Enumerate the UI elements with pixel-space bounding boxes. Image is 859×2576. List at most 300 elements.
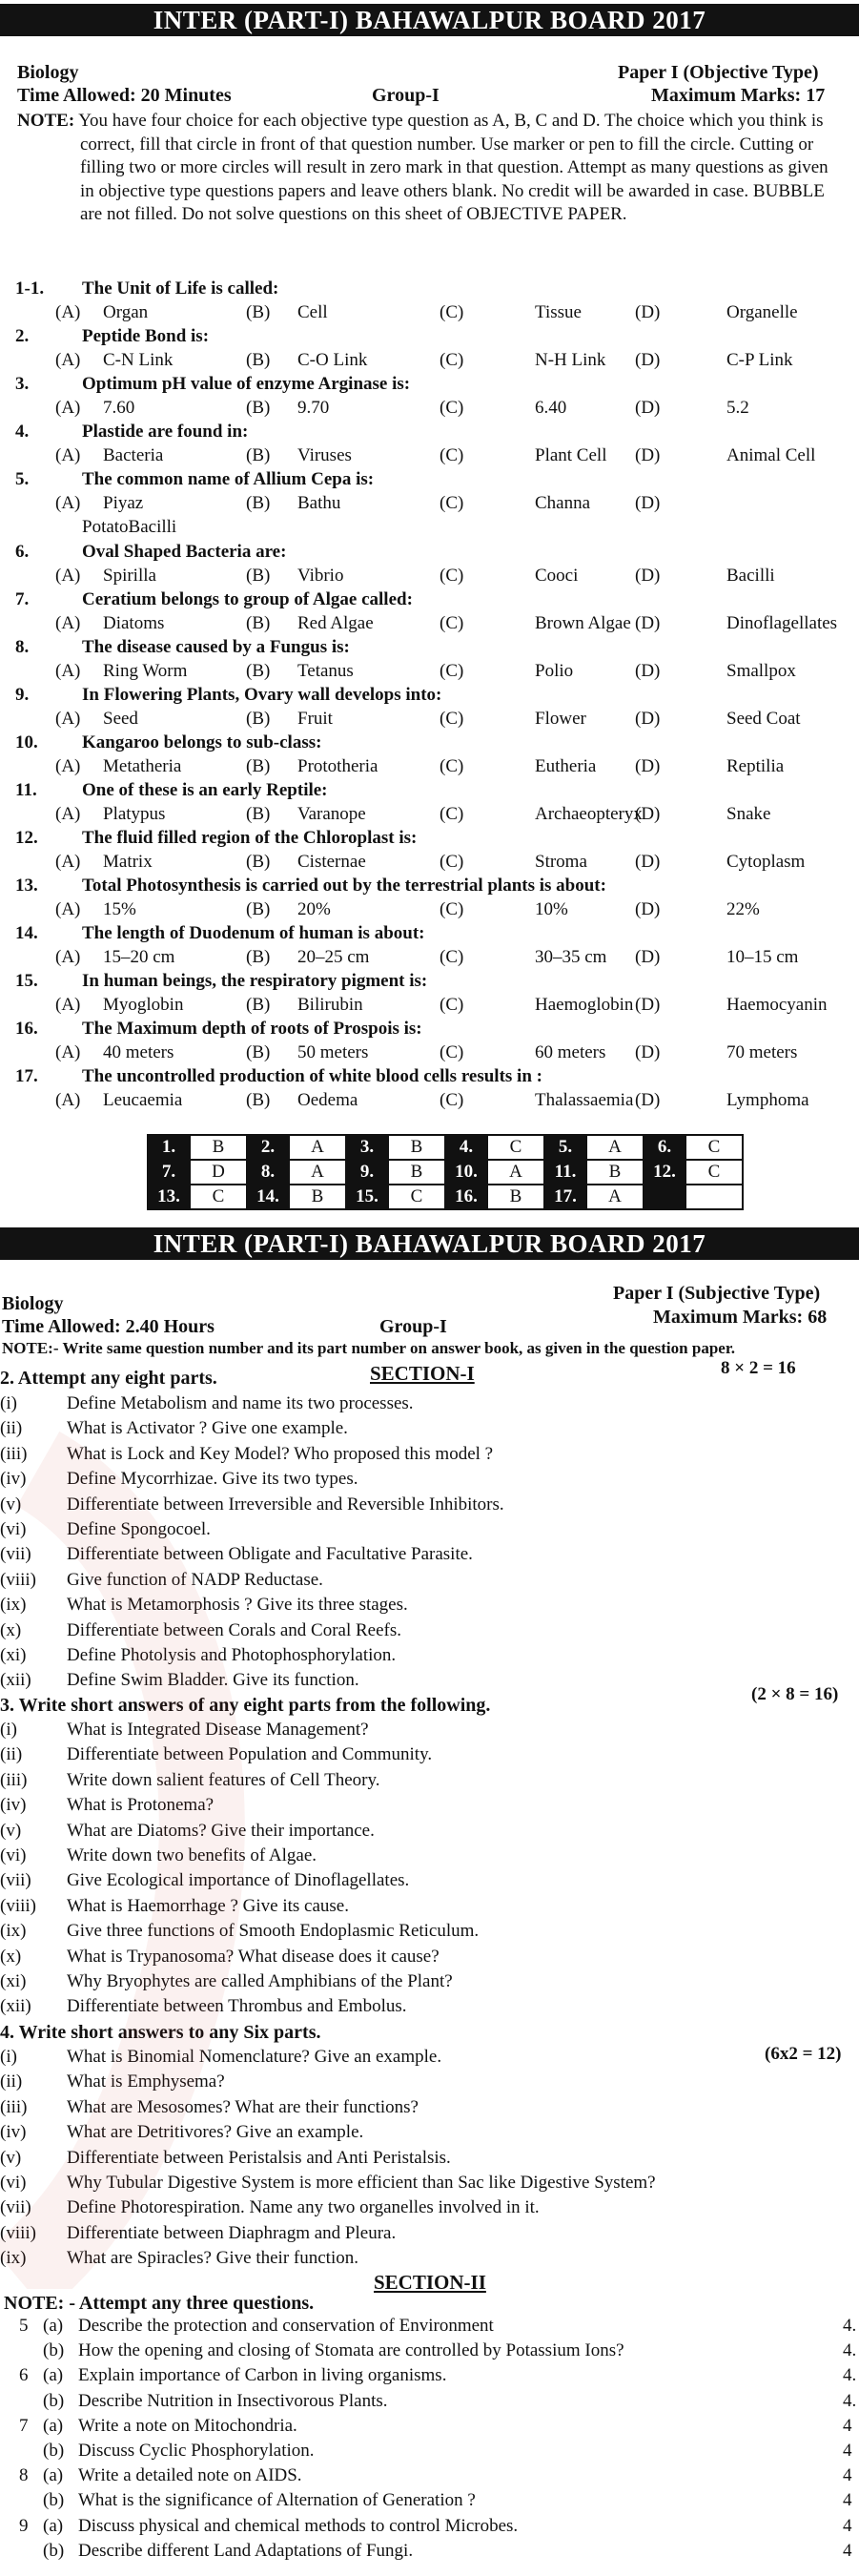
option-label-c: (C) bbox=[440, 947, 464, 967]
part-item bbox=[0, 1620, 859, 1645]
question-number: 7. bbox=[15, 589, 30, 609]
option-label-d: (D) bbox=[635, 804, 661, 824]
answer-key-number: 1. bbox=[148, 1135, 190, 1160]
option-label-d: (D) bbox=[635, 445, 661, 465]
option-label-d: (D) bbox=[635, 947, 661, 967]
part-item bbox=[0, 1544, 859, 1569]
option-label-a: (A) bbox=[55, 709, 81, 729]
part-item bbox=[0, 1393, 859, 1418]
answer-key-value: C bbox=[388, 1185, 445, 1209]
part-item bbox=[0, 1418, 859, 1443]
option-label-b: (B) bbox=[246, 350, 271, 370]
option-label-c: (C) bbox=[440, 852, 464, 872]
note-text: You have four choice for each objective type question as A, B, C and D. The choice which you think is correct, fill that circle in front of that question number. Use marker or pen to fill the circle. Cutting or filling two or more circles will result in zero mark in that question. Attempt as many questions as given in objective type questions papers and leave others blank. No credit will be awarded in case. BUBBLE are not filled. Do not solve questions on this sheet of OBJECTIVE PAPER. bbox=[78, 111, 828, 224]
answer-key-number bbox=[644, 1185, 685, 1209]
question-number: 4. bbox=[15, 422, 30, 442]
answer-key-number: 14. bbox=[247, 1185, 289, 1209]
long-question-marks: 4 bbox=[843, 2440, 852, 2461]
q4-title: 4. Write short answers to any Six parts. bbox=[0, 2022, 321, 2043]
option-b-text: Cell bbox=[297, 302, 328, 322]
option-b-text: 20–25 cm bbox=[297, 947, 370, 967]
option-row bbox=[15, 947, 854, 972]
part-number: (iii) bbox=[0, 1443, 28, 1464]
option-label-a: (A) bbox=[55, 398, 81, 418]
option-label-b: (B) bbox=[246, 995, 271, 1015]
question-stem: Oval Shaped Bacteria are: bbox=[82, 542, 287, 562]
objective-subject: Biology bbox=[17, 62, 79, 83]
option-overflow-text: PotatoBacilli bbox=[82, 517, 177, 537]
option-a-text: 15% bbox=[103, 899, 136, 919]
option-b-text: Viruses bbox=[297, 445, 352, 465]
long-question-part: (b) bbox=[43, 2340, 65, 2361]
long-question-text: Discuss physical and chemical methods to control Microbes. bbox=[78, 2515, 519, 2536]
option-label-b: (B) bbox=[246, 899, 271, 919]
question-number: 17. bbox=[15, 1066, 38, 1086]
option-label-a: (A) bbox=[55, 1090, 81, 1110]
option-label-a: (A) bbox=[55, 899, 81, 919]
long-questions bbox=[0, 2316, 859, 2566]
part-item bbox=[0, 2173, 859, 2197]
answer-key-value: A bbox=[487, 1160, 544, 1185]
option-c-text: Brown Algae bbox=[535, 613, 631, 633]
question-number: 8. bbox=[15, 637, 30, 657]
part-item bbox=[0, 1896, 859, 1921]
option-label-b: (B) bbox=[246, 852, 271, 872]
long-question-item bbox=[0, 2391, 859, 2416]
subjective-max-marks: Maximum Marks: 68 bbox=[653, 1307, 828, 1328]
option-label-d: (D) bbox=[635, 398, 661, 418]
long-question-part: (a) bbox=[43, 2465, 64, 2486]
option-label-c: (C) bbox=[440, 1042, 464, 1062]
part-number: (iii) bbox=[0, 2096, 28, 2117]
long-question-text: What is the significance of Alternation of Generation ? bbox=[78, 2490, 476, 2511]
option-c-text: Tissue bbox=[535, 302, 582, 322]
option-row bbox=[15, 350, 854, 375]
part-text: What are Mesosomes? What are their functions? bbox=[67, 2096, 419, 2117]
part-item bbox=[0, 1645, 859, 1670]
option-b-text: Fruit bbox=[297, 709, 333, 729]
part-number: (iii) bbox=[0, 1769, 28, 1790]
option-label-d: (D) bbox=[635, 852, 661, 872]
option-a-text: Matrix bbox=[103, 852, 153, 872]
option-c-text: 60 meters bbox=[535, 1042, 606, 1062]
answer-key-value: B bbox=[388, 1135, 445, 1160]
question-stem: The fluid filled region of the Chloroplast is: bbox=[82, 828, 418, 848]
part-item bbox=[0, 1469, 859, 1494]
subjective-time-allowed: Time Allowed: 2.40 Hours bbox=[2, 1316, 215, 1337]
part-number: (vii) bbox=[0, 2197, 31, 2218]
part-number: (v) bbox=[0, 2147, 22, 2168]
part-text: Differentiate between Irreversible and Reversible Inhibitors. bbox=[67, 1494, 504, 1515]
option-d-text: 70 meters bbox=[726, 1042, 798, 1062]
option-label-c: (C) bbox=[440, 350, 464, 370]
part-number: (iv) bbox=[0, 1469, 27, 1490]
option-label-b: (B) bbox=[246, 613, 271, 633]
option-b-text: Varanope bbox=[297, 804, 366, 824]
part-text: What is Emphysema? bbox=[67, 2071, 225, 2092]
answer-key-value: A bbox=[289, 1160, 346, 1185]
part-number: (vii) bbox=[0, 1870, 31, 1891]
question-number: 13. bbox=[15, 876, 38, 896]
part-number: (i) bbox=[0, 1393, 17, 1413]
option-b-text: Red Algae bbox=[297, 613, 374, 633]
long-question-text: Describe different Land Adaptations of Fungi. bbox=[78, 2540, 414, 2561]
question-stem: The length of Duodenum of human is about: bbox=[82, 923, 425, 943]
option-a-text: Ring Worm bbox=[103, 661, 188, 681]
option-label-c: (C) bbox=[440, 566, 464, 586]
option-d-text: Smallpox bbox=[726, 661, 796, 681]
long-question-item bbox=[0, 2490, 859, 2515]
part-number: (i) bbox=[0, 1720, 17, 1740]
part-text: Define Metabolism and name its two processes. bbox=[67, 1393, 414, 1413]
part-number: (vii) bbox=[0, 1544, 31, 1565]
part-item bbox=[0, 1845, 859, 1870]
option-b-text: C-O Link bbox=[297, 350, 368, 370]
option-label-d: (D) bbox=[635, 566, 661, 586]
option-label-c: (C) bbox=[440, 493, 464, 513]
option-label-a: (A) bbox=[55, 445, 81, 465]
option-a-text: Piyaz bbox=[103, 493, 144, 513]
option-row bbox=[15, 398, 854, 422]
long-question-part: (a) bbox=[43, 2365, 64, 2386]
part-number: (iv) bbox=[0, 2122, 27, 2143]
question-stem: Peptide Bond is: bbox=[82, 326, 210, 346]
option-a-text: Metatheria bbox=[103, 756, 182, 776]
objective-time-allowed: Time Allowed: 20 Minutes bbox=[17, 85, 232, 106]
option-label-c: (C) bbox=[440, 804, 464, 824]
question-number: 5. bbox=[15, 469, 30, 489]
q2-parts bbox=[0, 1393, 859, 1696]
part-number: (iv) bbox=[0, 1795, 27, 1816]
option-c-text: Channa bbox=[535, 493, 591, 513]
option-label-a: (A) bbox=[55, 613, 81, 633]
part-number: (vi) bbox=[0, 1518, 27, 1539]
option-c-text: Thalassaemia bbox=[535, 1090, 634, 1110]
option-d-text: Dinoflagellates bbox=[726, 613, 838, 633]
long-question-text: How the opening and closing of Stomata are controlled by Potassium Ions? bbox=[78, 2340, 624, 2361]
question-stem: Kangaroo belongs to sub-class: bbox=[82, 732, 322, 752]
option-label-a: (A) bbox=[55, 947, 81, 967]
option-c-text: Stroma bbox=[535, 852, 587, 872]
long-question-marks: 4 bbox=[843, 2540, 852, 2561]
option-c-text: 10% bbox=[535, 899, 568, 919]
long-question-item bbox=[0, 2441, 859, 2465]
question-stem: Total Photosynthesis is carried out by the terrestrial plants is about: bbox=[82, 876, 606, 896]
answer-key-table bbox=[147, 1134, 744, 1210]
question-stem: The Maximum depth of roots of Prospois is: bbox=[82, 1019, 422, 1039]
long-question-marks: 4 bbox=[843, 2515, 852, 2536]
part-number: (ii) bbox=[0, 2071, 23, 2092]
answer-key-number: 12. bbox=[644, 1160, 685, 1185]
option-row bbox=[15, 1090, 854, 1115]
option-a-text: C-N Link bbox=[103, 350, 174, 370]
section-1-title: SECTION-I bbox=[370, 1362, 475, 1385]
subjective-group: Group-I bbox=[379, 1316, 447, 1337]
part-text: Define Swim Bladder. Give its function. bbox=[67, 1670, 359, 1691]
part-number: (ix) bbox=[0, 2248, 27, 2269]
question-stem: Plastide are found in: bbox=[82, 422, 249, 442]
part-text: What is Activator ? Give one example. bbox=[67, 1418, 348, 1439]
option-a-text: 7.60 bbox=[103, 398, 135, 418]
part-item bbox=[0, 1870, 859, 1895]
option-row bbox=[15, 493, 854, 518]
long-question-item bbox=[0, 2465, 859, 2490]
option-label-c: (C) bbox=[440, 1090, 464, 1110]
section-2-title: SECTION-II bbox=[374, 2271, 486, 2294]
option-c-text: Plant Cell bbox=[535, 445, 607, 465]
option-a-text: Leucaemia bbox=[103, 1090, 183, 1110]
part-text: Define Mycorrhizae. Give its two types. bbox=[67, 1469, 358, 1490]
option-label-c: (C) bbox=[440, 899, 464, 919]
long-question-number: 7 bbox=[19, 2415, 29, 2436]
option-label-b: (B) bbox=[246, 756, 271, 776]
option-b-text: 50 meters bbox=[297, 1042, 369, 1062]
long-question-number: 5 bbox=[19, 2316, 29, 2336]
option-label-b: (B) bbox=[246, 445, 271, 465]
part-item bbox=[0, 1947, 859, 1971]
part-text: Differentiate between Population and Community. bbox=[67, 1744, 433, 1765]
option-label-b: (B) bbox=[246, 493, 271, 513]
question-number: 11. bbox=[15, 780, 37, 800]
note-label: NOTE: bbox=[17, 111, 75, 131]
option-row bbox=[15, 756, 854, 781]
option-c-text: Archaeopteryx bbox=[535, 804, 643, 824]
option-label-b: (B) bbox=[246, 566, 271, 586]
answer-key-value: C bbox=[190, 1185, 247, 1209]
answer-key-row bbox=[148, 1135, 743, 1160]
long-question-part: (b) bbox=[43, 2540, 65, 2561]
question-number: 2. bbox=[15, 326, 30, 346]
part-item bbox=[0, 2223, 859, 2248]
long-question-marks: 4 bbox=[843, 2465, 852, 2486]
option-label-c: (C) bbox=[440, 445, 464, 465]
answer-key-number: 15. bbox=[346, 1185, 388, 1209]
long-question-text: Explain importance of Carbon in living organisms. bbox=[78, 2365, 447, 2386]
question-number: 14. bbox=[15, 923, 38, 943]
part-item bbox=[0, 1795, 859, 1820]
question-number: 6. bbox=[15, 542, 30, 562]
option-d-text: Seed Coat bbox=[726, 709, 801, 729]
option-d-text: 10–15 cm bbox=[726, 947, 799, 967]
option-label-c: (C) bbox=[440, 613, 464, 633]
option-label-c: (C) bbox=[440, 661, 464, 681]
answer-key-value: C bbox=[487, 1135, 544, 1160]
part-text: What is Protonema? bbox=[67, 1795, 215, 1816]
part-number: (ii) bbox=[0, 1418, 23, 1439]
option-label-d: (D) bbox=[635, 995, 661, 1015]
part-text: Give function of NADP Reductase. bbox=[67, 1569, 323, 1590]
option-row bbox=[15, 613, 854, 638]
option-c-text: Flower bbox=[535, 709, 586, 729]
option-c-text: 30–35 cm bbox=[535, 947, 607, 967]
answer-key-value bbox=[685, 1185, 743, 1209]
long-question-item bbox=[0, 2416, 859, 2441]
long-question-text: Describe the protection and conservation of Environment bbox=[78, 2316, 494, 2336]
part-item bbox=[0, 1921, 859, 1946]
part-number: (viii) bbox=[0, 1895, 36, 1916]
question-stem: The uncontrolled production of white blood cells results in : bbox=[82, 1066, 542, 1086]
answer-key-number: 8. bbox=[247, 1160, 289, 1185]
long-question-marks: 4. bbox=[843, 2365, 857, 2386]
option-row bbox=[15, 995, 854, 1020]
option-a-text: Platypus bbox=[103, 804, 166, 824]
option-row bbox=[15, 302, 854, 327]
option-b-text: Vibrio bbox=[297, 566, 344, 586]
part-text: What are Diatoms? Give their importance. bbox=[67, 1820, 375, 1841]
long-question-text: Write a note on Mitochondria. bbox=[78, 2415, 297, 2436]
answer-key-number: 9. bbox=[346, 1160, 388, 1185]
option-a-text: Spirilla bbox=[103, 566, 156, 586]
part-text: What is Binomial Nomenclature? Give an example. bbox=[67, 2047, 442, 2067]
option-c-text: Eutheria bbox=[535, 756, 597, 776]
option-d-text: 22% bbox=[726, 899, 760, 919]
long-question-item bbox=[0, 2340, 859, 2365]
part-number: (xii) bbox=[0, 1670, 31, 1691]
long-question-part: (a) bbox=[43, 2316, 64, 2336]
option-a-text: Diatoms bbox=[103, 613, 165, 633]
question-stem: The common name of Allium Cepa is: bbox=[82, 469, 375, 489]
part-number: (ii) bbox=[0, 1744, 23, 1765]
option-label-a: (A) bbox=[55, 1042, 81, 1062]
option-b-text: Oedema bbox=[297, 1090, 358, 1110]
option-a-text: 15–20 cm bbox=[103, 947, 175, 967]
long-question-number: 8 bbox=[19, 2465, 29, 2486]
option-d-text: 5.2 bbox=[726, 398, 749, 418]
answer-key-value: A bbox=[289, 1135, 346, 1160]
answer-key-number: 17. bbox=[544, 1185, 586, 1209]
answer-key-number: 6. bbox=[644, 1135, 685, 1160]
long-question-part: (b) bbox=[43, 2490, 65, 2511]
question-stem: The disease caused by a Fungus is: bbox=[82, 637, 350, 657]
answer-key-number: 13. bbox=[148, 1185, 190, 1209]
option-label-c: (C) bbox=[440, 709, 464, 729]
option-label-d: (D) bbox=[635, 1090, 661, 1110]
part-text: Differentiate between Diaphragm and Pleura. bbox=[67, 2222, 397, 2243]
long-question-part: (a) bbox=[43, 2415, 64, 2436]
question-stem: In human beings, the respiratory pigment is: bbox=[82, 971, 428, 991]
part-text: Why Tubular Digestive System is more efficient than Sac like Digestive System? bbox=[67, 2172, 656, 2193]
long-question-marks: 4. bbox=[843, 2340, 857, 2361]
question-number: 1-1. bbox=[15, 278, 45, 299]
option-label-a: (A) bbox=[55, 350, 81, 370]
question-stem: Optimum pH value of enzyme Arginase is: bbox=[82, 374, 411, 394]
part-text: Differentiate between Corals and Coral Reefs. bbox=[67, 1619, 402, 1640]
answer-key-value: D bbox=[190, 1160, 247, 1185]
option-d-text: Animal Cell bbox=[726, 445, 816, 465]
part-number: (xi) bbox=[0, 1970, 27, 1991]
part-text: Differentiate between Thrombus and Embolus. bbox=[67, 1996, 407, 2017]
option-b-text: Bathu bbox=[297, 493, 341, 513]
option-b-text: 9.70 bbox=[297, 398, 330, 418]
q3-title: 3. Write short answers of any eight parts from the following. bbox=[0, 1695, 491, 1716]
option-d-text: Lymphoma bbox=[726, 1090, 809, 1110]
long-question-number: 9 bbox=[19, 2515, 29, 2536]
option-label-d: (D) bbox=[635, 661, 661, 681]
part-item bbox=[0, 1720, 859, 1744]
question-number: 15. bbox=[15, 971, 38, 991]
answer-key-number: 16. bbox=[445, 1185, 487, 1209]
option-label-d: (D) bbox=[635, 302, 661, 322]
option-label-d: (D) bbox=[635, 493, 661, 513]
answer-key-value: C bbox=[685, 1135, 743, 1160]
part-item bbox=[0, 1670, 859, 1695]
part-item bbox=[0, 1770, 859, 1795]
part-text: What is Integrated Disease Management? bbox=[67, 1720, 369, 1740]
answer-key-number: 2. bbox=[247, 1135, 289, 1160]
part-item bbox=[0, 1744, 859, 1769]
option-label-d: (D) bbox=[635, 899, 661, 919]
question-number: 10. bbox=[15, 732, 38, 752]
part-item bbox=[0, 2148, 859, 2173]
option-label-a: (A) bbox=[55, 493, 81, 513]
section-2-note: NOTE: - Attempt any three questions. bbox=[4, 2293, 315, 2314]
part-text: What is Lock and Key Model? Who proposed this model ? bbox=[67, 1443, 494, 1464]
part-text: Define Photolysis and Photophosphorylation. bbox=[67, 1644, 397, 1665]
option-d-text: Haemocyanin bbox=[726, 995, 828, 1015]
subjective-banner: INTER (PART-I) BAHAWALPUR BOARD 2017 bbox=[0, 1227, 859, 1260]
answer-key-value: B bbox=[487, 1185, 544, 1209]
option-label-a: (A) bbox=[55, 661, 81, 681]
part-number: (viii) bbox=[0, 2222, 36, 2243]
question-number: 16. bbox=[15, 1019, 38, 1039]
answer-key-value: B bbox=[388, 1160, 445, 1185]
long-question-part: (a) bbox=[43, 2515, 64, 2536]
part-item bbox=[0, 2122, 859, 2147]
subjective-paper-type: Paper I (Subjective Type) bbox=[613, 1283, 821, 1304]
question-number: 12. bbox=[15, 828, 38, 848]
part-item bbox=[0, 1570, 859, 1595]
option-row bbox=[15, 1042, 854, 1067]
long-question-marks: 4 bbox=[843, 2490, 852, 2511]
part-number: (x) bbox=[0, 1619, 22, 1640]
option-b-text: Cisternae bbox=[297, 852, 366, 872]
long-question-marks: 4. bbox=[843, 2316, 857, 2336]
part-text: Write down two benefits of Algae. bbox=[67, 1844, 317, 1865]
part-item bbox=[0, 2197, 859, 2222]
option-d-text: Organelle bbox=[726, 302, 798, 322]
option-label-d: (D) bbox=[635, 350, 661, 370]
long-question-number: 6 bbox=[19, 2365, 29, 2386]
option-d-text: C-P Link bbox=[726, 350, 793, 370]
option-c-text: N-H Link bbox=[535, 350, 606, 370]
answer-key-value: A bbox=[586, 1135, 644, 1160]
q2-marks: 8 × 2 = 16 bbox=[721, 1358, 796, 1378]
option-c-text: Haemoglobin bbox=[535, 995, 634, 1015]
part-item bbox=[0, 1821, 859, 1845]
part-number: (i) bbox=[0, 2047, 17, 2067]
option-d-text: Cytoplasm bbox=[726, 852, 806, 872]
part-item bbox=[0, 2248, 859, 2273]
subjective-note: NOTE:- Write same question number and its part number on answer book, as given in the question paper. bbox=[2, 1339, 736, 1357]
part-number: (vi) bbox=[0, 1844, 27, 1865]
answer-key-row bbox=[148, 1185, 743, 1209]
option-label-d: (D) bbox=[635, 613, 661, 633]
question-number: 3. bbox=[15, 374, 30, 394]
long-question-text: Write a detailed note on AIDS. bbox=[78, 2465, 302, 2486]
q3-marks: (2 × 8 = 16) bbox=[751, 1684, 839, 1704]
option-label-a: (A) bbox=[55, 302, 81, 322]
objective-note bbox=[17, 110, 839, 227]
long-question-item bbox=[0, 2541, 859, 2566]
question-stem: The Unit of Life is called: bbox=[82, 278, 279, 299]
answer-key-value: B bbox=[190, 1135, 247, 1160]
answer-key-row bbox=[148, 1160, 743, 1185]
part-number: (x) bbox=[0, 1946, 22, 1967]
option-label-c: (C) bbox=[440, 995, 464, 1015]
answer-key-value: A bbox=[586, 1185, 644, 1209]
answer-key-number: 10. bbox=[445, 1160, 487, 1185]
option-a-text: Bacteria bbox=[103, 445, 164, 465]
